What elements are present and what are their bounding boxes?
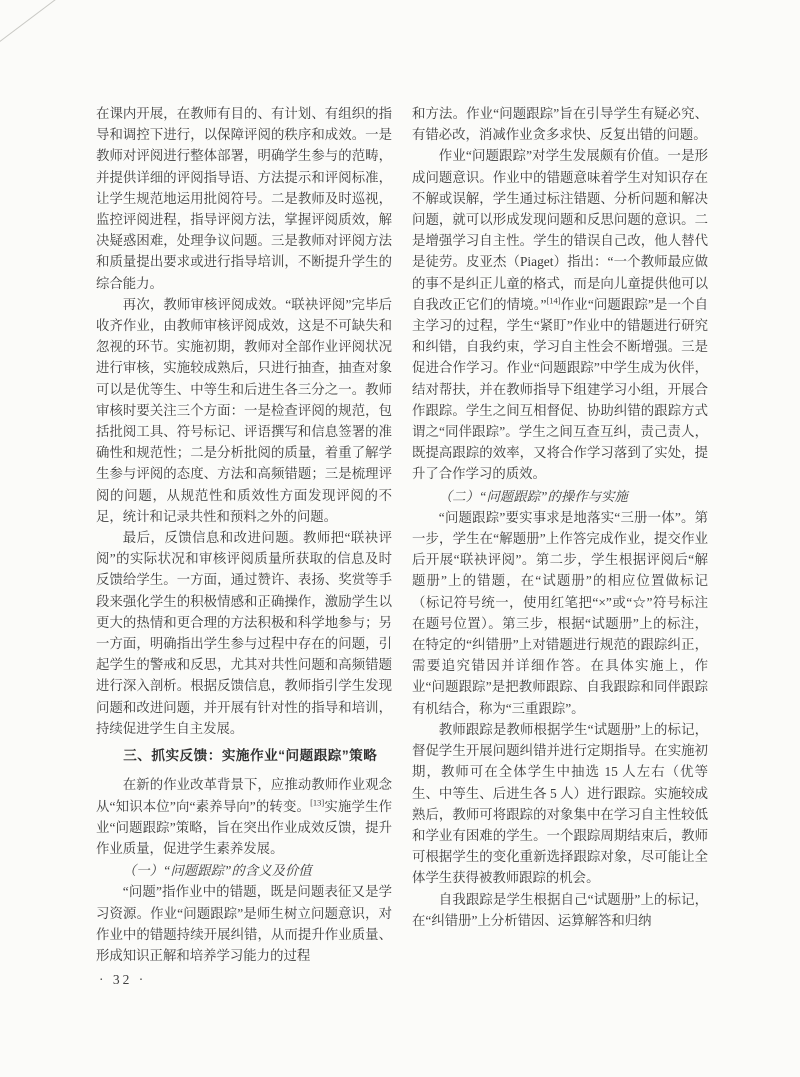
subsection-heading: （二）“问题跟踪”的操作与实施 bbox=[438, 488, 628, 504]
scan-artifact-line bbox=[0, 0, 57, 44]
paragraph: 作业“问题跟踪”对学生发展颇有价值。一是形成问题意识。作业中的错题意味着学生对知识存在不解或误解，学生通过标注错题、分析问题和解决问题，就可以形成发现问题和反思问题的意识。二是增强学习自主性。学生的错误自己改，他人替代是徒劳。皮亚杰（Piaget）指出：“一个教师最应做的事不是纠正儿童的格式，而是向儿童提供他可以自我改正它们的情境。”[14]作业“问题跟踪”是一个自主学习的过程，学生“紧盯”作业中的错题进行研究和纠错，自我约束，学习自主性会不断增强。三是促进合作学习。作业“问题跟踪”中学生成为伙伴，结对帮扶，并在教师指导下组建学习小组，开展合作跟踪。学生之间互相督促、协助纠错的跟踪方式谓之“同伴跟踪”。学生之间互查互纠，责己责人，既提高跟踪的效率，又将合作学习落到了实处，提升了合作学习的质效。 bbox=[412, 148, 709, 482]
citation-reference: [13] bbox=[310, 797, 325, 808]
paragraph-continued: 和方法。作业“问题跟踪”旨在引导学生有疑必究、有错必改，消减作业贪多求快、反复出错的问题。 bbox=[412, 106, 708, 143]
left-text-column bbox=[96, 103, 392, 966]
paragraph: “问题跟踪”要实事求是地落实“三册一体”。第一步，学生在“解题册”上作答完成作业，提交作业后开展“联袂评阅”。第二步，学生根据评阅后“解题册”上的错题，在“试题册”的相应位置做标记（标记符号统一，使用红笔把“×”或“☆”符号标注在题号位置）。第三步，根据“试题册”上的标注，在特定的“纠错册”上对错题进行规范的跟踪纠正，需要追究错因并详细作答。在具体实施上，作业“问题跟踪”是把教师跟踪、自我跟踪和同伴跟踪有机结合，称为“三重跟踪”。 bbox=[412, 509, 708, 716]
page-number: · 32 · bbox=[99, 972, 147, 987]
paragraph: 教师跟踪是教师根据学生“试题册”上的标记，督促学生开展问题纠错并进行定期指导。在实施初期，教师可在全体学生中抽选 15 人左右（优等生、中等生、后进生各 5 人）进行跟踪。实施较成熟后，教师可将跟踪的对象集中在学习自主性较低和学业有困难的学生。一个跟踪周期结束后，教师可根据学生的变化重新选择跟踪对象，尽可能让全体学生获得被教师跟踪的机会。 bbox=[412, 721, 708, 886]
paragraph: “问题”指作业中的错题，既是问题表征又是学习资源。作业“问题跟踪”是师生树立问题意识，对作业中的错题持续开展纠错，从而提升作业质量、形成知识正解和培养学习能力的过程 bbox=[96, 884, 392, 963]
paragraph: 在新的作业改革背景下，应推动教师作业观念从“知识本位”向“素养导向”的转变。[13]实施学生作业“问题跟踪”策略，旨在突出作业成效反馈，提升作业质量，促进学生素养发展。 bbox=[96, 777, 393, 856]
paragraph: 再次，教师审核评阅成效。“联袂评阅”完毕后收齐作业，由教师审核评阅成效，这是不可缺失和忽视的环节。实施初期，教师对全部作业评阅状况进行审核，实施较成熟后，只进行抽查，抽查对象可以是优等生、中等生和后进生各三分之一。教师审核时要关注三个方面：一是检查评阅的规范，包括批阅工具、符号标记、评语撰写和信息签署的准确性和规范性；二是分析批阅的质量，着重了解学生参与评阅的态度、方法和高频错题；三是梳理评阅的问题，从规范性和质效性方面发现评阅的不足，统计和记录共性和预料之外的问题。 bbox=[96, 296, 392, 524]
section-heading: 三、抓实反馈：实施作业“问题跟踪”策略 bbox=[123, 748, 378, 764]
right-text-column bbox=[412, 103, 708, 931]
paragraph: 最后，反馈信息和改进问题。教师把“联袂评阅”的实际状况和审核评阅质量所获取的信息及时反馈给学生。一方面，通过赞许、表扬、奖赏等手段来强化学生的积极情感和正确操作，激励学生以更大的热情和更合理的方法积极和科学地参与；另一方面，明确指出学生参与过程中存在的问题，引起学生的警戒和反思，尤其对共性问题和高频错题进行深入剖析。根据反馈信息，教师指引学生发现问题和改进问题，并开展有针对性的指导和培训，持续促进学生自主发展。 bbox=[96, 530, 392, 736]
subsection-heading: （一）“问题跟踪”的含义及价值 bbox=[122, 863, 312, 879]
citation-reference: [14] bbox=[546, 295, 561, 306]
paragraph-continued: 在课内开展，在教师有目的、有计划、有组织的指导和调控下进行，以保障评阅的秩序和成效。一是教师对评阅进行整体部署，明确学生参与的范畴，并提供详细的评阅指导语、方法提示和评阅标准，让学生规范地运用批阅符号。二是教师及时巡视，监控评阅进程，指导评阅方法，掌握评阅质效，解决疑惑困难，处理争议问题。三是教师对评阅方法和质量提出要求或进行指导培训，不断提升学生的综合能力。 bbox=[96, 106, 392, 291]
paragraph: 自我跟踪是学生根据自己“试题册”上的标记，在“纠错册”上分析错因、运算解答和归纳 bbox=[412, 891, 708, 928]
